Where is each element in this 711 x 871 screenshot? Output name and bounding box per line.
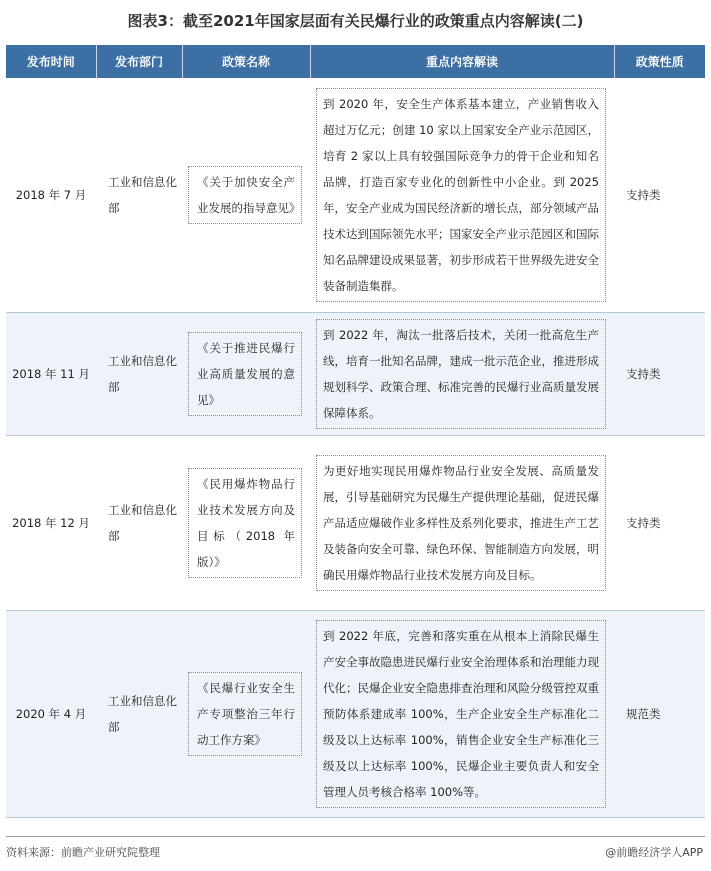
policy-table: [6, 45, 705, 818]
brand-footer-text: @前瞻经济学人APP: [605, 846, 703, 859]
policy-name: 《民爆行业安全生产专项整治三年行动工作方案》: [188, 672, 302, 756]
content-text: 到 2022 年，淘汰一批落后技术，关闭一批高危生产线，培育一批知名品牌，建成一批示范企业，推进形成规划科学、政策合理、标准完善的民爆行业高质量发展保障体系。: [316, 319, 606, 429]
header-date: 发布时间: [6, 45, 96, 78]
cell-nature: 支持类: [614, 312, 705, 435]
header-dept: 发布部门: [96, 45, 182, 78]
table-row: [6, 610, 705, 817]
cell-policy: [182, 610, 310, 817]
content-text: 到 2022 年底，完善和落实重在从根本上消除民爆生产安全事故隐患进民爆行业安全治理体系和治理能力现代化；民爆企业安全隐患排查治理和风险分级管控双重预防体系建成率 100%，生产企业安全生产标准化二级及以上达标率 100%，销售企业安全生产标准化三级及以上达标率 100%，民爆企业主要负责人和安全管理人员考核合格率 100%等。: [316, 620, 606, 808]
cell-dept: 工业和信息化部: [96, 435, 182, 610]
cell-nature: 支持类: [614, 78, 705, 312]
cell-dept: 工业和信息化部: [96, 78, 182, 312]
cell-policy: [182, 312, 310, 435]
cell-date: 2020 年 4 月: [6, 610, 96, 817]
table-row: [6, 312, 705, 435]
content-text: 为更好地实现民用爆炸物品行业安全发展、高质量发展，引导基础研究为民爆生产提供理论基础，促进民爆产品适应爆破作业多样性及系列化要求，推进生产工艺及装备向安全可靠、绿色环保、智能制造方向发展，明确民用爆炸物品行业技术发展方向及目标。: [316, 455, 606, 591]
cell-dept: 工业和信息化部: [96, 610, 182, 817]
table-row: [6, 435, 705, 610]
cell-nature: 支持类: [614, 435, 705, 610]
cell-policy: [182, 78, 310, 312]
brand-footer: [605, 844, 703, 860]
policy-name: 《关于加快安全产业发展的指导意见》: [188, 166, 302, 224]
cell-date: 2018 年 7 月: [6, 78, 96, 312]
content-text: 到 2020 年，安全生产体系基本建立，产业销售收入超过万亿元；创建 10 家以上国家安全产业示范园区，培育 2 家以上具有较强国际竞争力的骨干企业和知名品牌，打造百家专业化的创新性中小企业。到 2025 年，安全产业成为国民经济新的增长点，部分领域产品技术达到国际领先水平；国家安全产业示范园区和国际知名品牌建设成果显著，初步形成若干世界级先进安全装备制造集群。: [316, 88, 606, 302]
table-header-row: [6, 45, 705, 78]
cell-content: [310, 610, 614, 817]
table-row: [6, 78, 705, 312]
cell-date: 2018 年 11 月: [6, 312, 96, 435]
cell-content: [310, 78, 614, 312]
cell-content: [310, 312, 614, 435]
footer-divider: [6, 836, 705, 837]
cell-policy: [182, 435, 310, 610]
source-note: 资料来源：前瞻产业研究院整理: [6, 846, 160, 859]
cell-dept: 工业和信息化部: [96, 312, 182, 435]
header-nature: 政策性质: [614, 45, 705, 78]
cell-nature: 规范类: [614, 610, 705, 817]
policy-name: 《关于推进民爆行业高质量发展的意见》: [188, 332, 302, 416]
cell-date: 2018 年 12 月: [6, 435, 96, 610]
cell-content: [310, 435, 614, 610]
policy-name: 《民用爆炸物品行业技术发展方向及目标（2018 年版）》: [188, 468, 302, 578]
header-content: 重点内容解读: [310, 45, 614, 78]
header-policy: 政策名称: [182, 45, 310, 78]
chart-title: 图表3：截至2021年国家层面有关民爆行业的政策重点内容解读(二): [127, 12, 584, 30]
